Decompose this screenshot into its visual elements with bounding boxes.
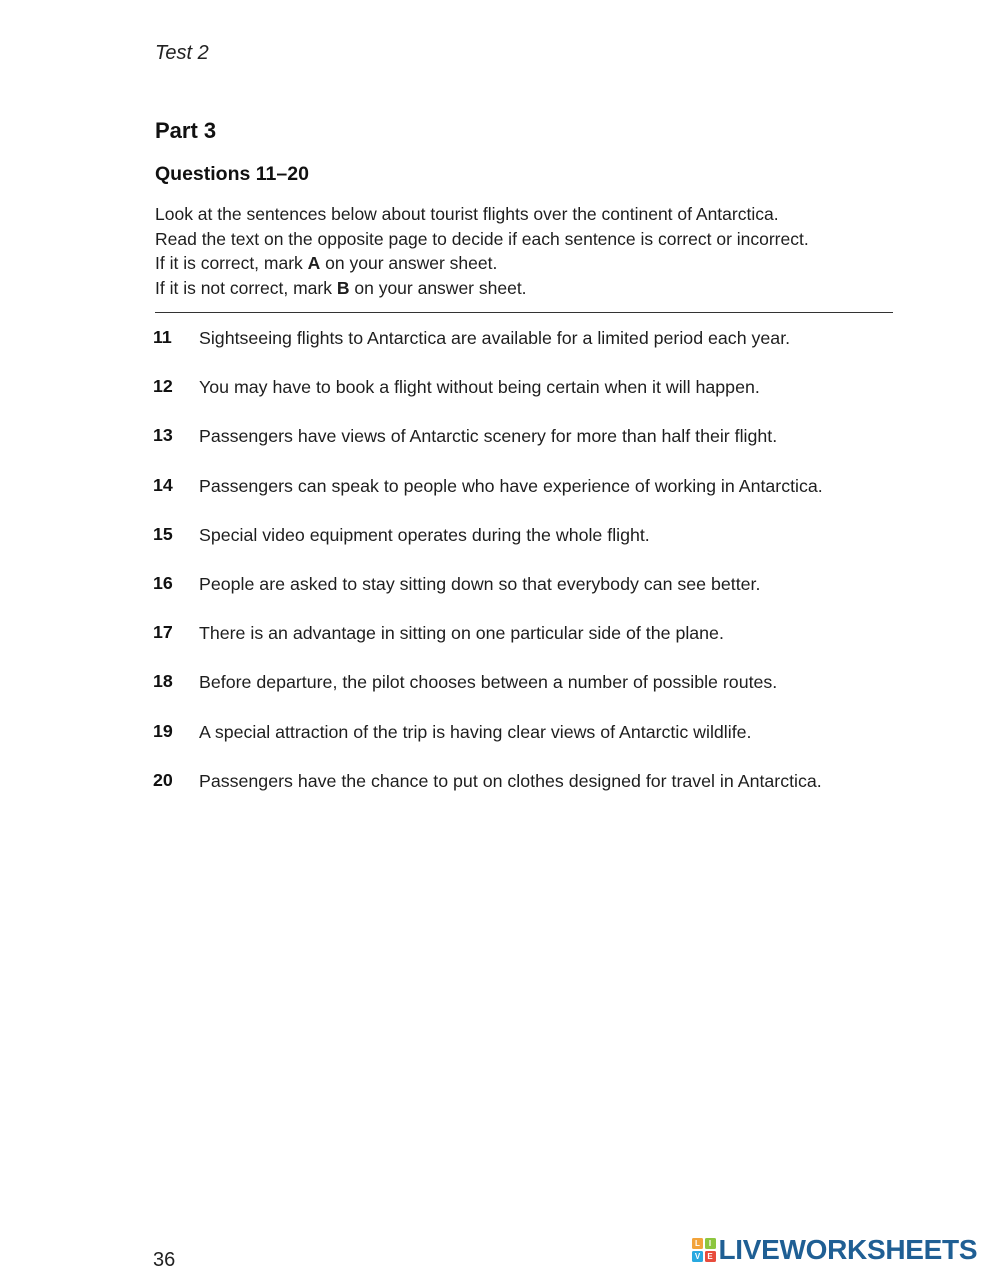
instruction-line-4 <box>155 276 915 301</box>
question-number: 15 <box>153 523 173 544</box>
questions-heading: Questions 11–20 <box>155 163 309 185</box>
running-header: Test 2 <box>155 42 209 64</box>
instruction-line-4-end: on your answer sheet. <box>349 277 527 298</box>
question-text: There is an advantage in sitting on one particular side of the plane. <box>199 623 724 644</box>
question-number: 16 <box>153 572 173 593</box>
logo-cell: V <box>692 1251 703 1262</box>
question-item <box>153 668 913 717</box>
page-number: 36 <box>153 1249 176 1271</box>
instruction-line-1: Look at the sentences below about tourist flights over the continent of Antarctica. <box>155 204 779 224</box>
instruction-line-3 <box>155 251 915 276</box>
question-number: 11 <box>153 327 172 347</box>
question-text: Special video equipment operates during the whole flight. <box>199 524 650 545</box>
question-item <box>153 472 913 521</box>
instructions <box>155 202 915 300</box>
question-text: Passengers have the chance to put on clothes designed for travel in Antarctica. <box>199 770 822 791</box>
watermark-text: LIVEWORKSHEETS <box>718 1234 978 1265</box>
logo-cell: L <box>692 1238 703 1249</box>
question-text: People are asked to stay sitting down so that everybody can see better. <box>199 573 761 594</box>
question-number: 13 <box>153 425 173 446</box>
instruction-line-2: Read the text on the opposite page to decide if each sentence is correct or incorrect. <box>155 228 809 249</box>
question-number: 12 <box>153 376 173 397</box>
answer-option-b: B <box>336 277 350 298</box>
logo-cell: E <box>705 1251 716 1262</box>
liveworksheets-logo-icon <box>692 1238 716 1262</box>
answer-option-a: A <box>307 253 321 273</box>
question-item <box>153 619 913 668</box>
question-number: 20 <box>153 769 173 790</box>
part-title: Part 3 <box>155 118 217 143</box>
section-divider <box>155 312 893 313</box>
liveworksheets-watermark <box>692 1236 977 1264</box>
question-text: Passengers have views of Antarctic scenery for more than half their flight. <box>199 426 778 447</box>
question-text: Passengers can speak to people who have experience of working in Antarctica. <box>199 475 823 496</box>
question-item <box>153 324 913 373</box>
question-number: 17 <box>153 622 173 643</box>
question-text: Before departure, the pilot chooses between a number of possible routes. <box>199 672 778 693</box>
question-text: You may have to book a flight without being certain when it will happen. <box>199 377 760 398</box>
question-number: 18 <box>153 671 173 692</box>
question-list <box>153 324 913 816</box>
question-item <box>153 767 913 816</box>
instruction-line-4-start: If it is not correct, mark <box>155 277 337 298</box>
instruction-line-3-start: If it is correct, mark <box>155 253 308 273</box>
question-item <box>153 718 913 767</box>
question-item <box>153 422 913 471</box>
question-number: 19 <box>153 720 173 741</box>
question-text: A special attraction of the trip is having clear views of Antarctic wildlife. <box>199 721 752 742</box>
question-item <box>153 570 913 619</box>
question-item <box>153 521 913 570</box>
instruction-line-3-end: on your answer sheet. <box>320 253 498 273</box>
logo-cell: I <box>705 1238 716 1249</box>
question-number: 14 <box>153 474 173 495</box>
question-item <box>153 373 913 422</box>
question-text: Sightseeing flights to Antarctica are available for a limited period each year. <box>199 328 791 348</box>
